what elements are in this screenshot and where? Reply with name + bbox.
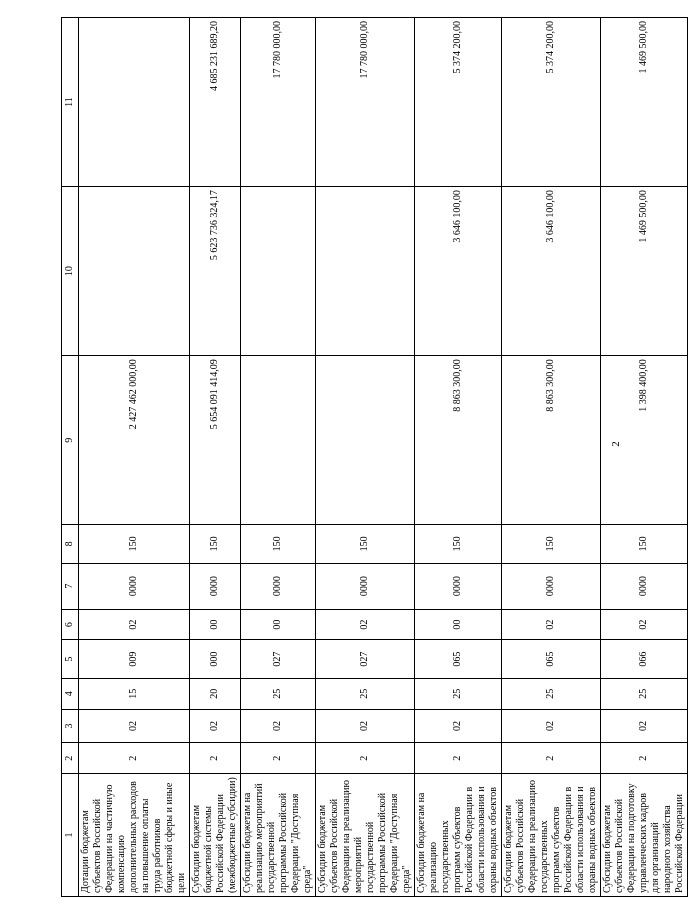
- cell-c3: 02: [601, 709, 688, 743]
- cell-c9: 8 863 300,00: [502, 356, 601, 525]
- cell-c10: 3 646 100,00: [415, 187, 502, 356]
- cell-c7: 0000: [316, 563, 415, 609]
- cell-c5: 066: [601, 640, 688, 678]
- cell-c9: 1 398 400,00: [601, 356, 688, 525]
- cell-c6: 02: [79, 609, 190, 640]
- col-header: 1: [62, 774, 79, 897]
- budget-table: [61, 17, 688, 897]
- cell-c11: 17 780 000,00: [316, 18, 415, 187]
- cell-c7: 0000: [190, 563, 241, 609]
- cell-c7: 0000: [79, 563, 190, 609]
- cell-c2: 2: [502, 743, 601, 774]
- col-header: 10: [62, 187, 79, 356]
- rotated-table-wrapper: [61, 17, 685, 897]
- col-header: 5: [62, 640, 79, 678]
- cell-c10: [241, 187, 316, 356]
- cell-c3: 02: [415, 709, 502, 743]
- cell-c8: 150: [79, 525, 190, 563]
- page-number: 2: [609, 441, 622, 447]
- col-header: 4: [62, 678, 79, 709]
- cell-c3: 02: [190, 709, 241, 743]
- cell-c5: 027: [241, 640, 316, 678]
- col-header: 3: [62, 709, 79, 743]
- cell-c11: 5 374 200,00: [415, 18, 502, 187]
- cell-c11: [79, 18, 190, 187]
- cell-c2: 2: [79, 743, 190, 774]
- header-row: [62, 18, 79, 897]
- cell-c4: 25: [241, 678, 316, 709]
- cell-c7: 0000: [415, 563, 502, 609]
- cell-c7: 0000: [601, 563, 688, 609]
- col-header: 2: [62, 743, 79, 774]
- cell-c9: 5 654 091 414,09: [190, 356, 241, 525]
- cell-c9: [316, 356, 415, 525]
- col-header: 11: [62, 18, 79, 187]
- row-name-cell: Субсидии бюджетам субъектов Российской Федерации на реализацию государственных программ субъектов Российской Федерации в области использования и охраны водных объектов: [502, 774, 601, 897]
- cell-c4: 25: [601, 678, 688, 709]
- cell-c3: 02: [316, 709, 415, 743]
- cell-c3: 02: [502, 709, 601, 743]
- row-name-cell: Субсидии бюджетам на реализацию мероприятий государственной программы Российской Федерации "Доступная среда": [241, 774, 316, 897]
- cell-c7: 0000: [241, 563, 316, 609]
- cell-c5: 009: [79, 640, 190, 678]
- cell-c8: 150: [241, 525, 316, 563]
- row-name-cell: Субсидии бюджетам субъектов Российской Федерации на подготовку управленческих кадров для организаций народного хозяйства Российской Федерации: [601, 774, 688, 897]
- table-row: [241, 18, 316, 897]
- cell-c4: 25: [502, 678, 601, 709]
- col-header: 8: [62, 525, 79, 563]
- cell-c10: 3 646 100,00: [502, 187, 601, 356]
- cell-c11: 5 374 200,00: [502, 18, 601, 187]
- cell-c6: 00: [415, 609, 502, 640]
- cell-c2: 2: [415, 743, 502, 774]
- cell-c2: 2: [190, 743, 241, 774]
- cell-c5: 027: [316, 640, 415, 678]
- row-name-cell: Субсидии бюджетам на реализацию государственных программ субъектов Российской Федерации в области использования и охраны водных объектов: [415, 774, 502, 897]
- cell-c5: 065: [502, 640, 601, 678]
- cell-c11: 1 469 500,00: [601, 18, 688, 187]
- cell-c10: [79, 187, 190, 356]
- cell-c9: 2 427 462 000,00: [79, 356, 190, 525]
- cell-c4: 20: [190, 678, 241, 709]
- cell-c8: 150: [415, 525, 502, 563]
- cell-c6: 00: [241, 609, 316, 640]
- cell-c9: [241, 356, 316, 525]
- cell-c6: 00: [190, 609, 241, 640]
- cell-c3: 02: [241, 709, 316, 743]
- table-row: [316, 18, 415, 897]
- cell-c8: 150: [502, 525, 601, 563]
- row-name-cell: Субсидии бюджетам субъектов Российской Федерации на реализацию мероприятий государственной программы Российской Федерации "Доступная среда": [316, 774, 415, 897]
- table-row: [601, 18, 688, 897]
- cell-c8: 150: [601, 525, 688, 563]
- cell-c10: 5 623 736 324,17: [190, 187, 241, 356]
- cell-c10: [316, 187, 415, 356]
- cell-c2: 2: [241, 743, 316, 774]
- cell-c2: 2: [601, 743, 688, 774]
- col-header: 6: [62, 609, 79, 640]
- row-name-cell: Субсидии бюджетам бюджетной системы Российской Федерации (межбюджетные субсидии): [190, 774, 241, 897]
- table-row: [79, 18, 190, 897]
- cell-c3: 02: [79, 709, 190, 743]
- cell-c11: 17 780 000,00: [241, 18, 316, 187]
- cell-c6: 02: [601, 609, 688, 640]
- cell-c9: 8 863 300,00: [415, 356, 502, 525]
- cell-c7: 0000: [502, 563, 601, 609]
- cell-c8: 150: [190, 525, 241, 563]
- cell-c2: 2: [316, 743, 415, 774]
- cell-c5: 065: [415, 640, 502, 678]
- cell-c5: 000: [190, 640, 241, 678]
- cell-c6: 02: [502, 609, 601, 640]
- cell-c4: 15: [79, 678, 190, 709]
- col-header: 7: [62, 563, 79, 609]
- cell-c10: 1 469 500,00: [601, 187, 688, 356]
- table-row: [190, 18, 241, 897]
- col-header: 9: [62, 356, 79, 525]
- table-row: [415, 18, 502, 897]
- cell-c6: 02: [316, 609, 415, 640]
- row-name-cell: Дотации бюджетам субъектов Российской Федерации на частичную компенсацию дополнительных расходов на повышение оплаты труда работников бюджетной сферы и иные цели: [79, 774, 190, 897]
- cell-c11: 4 685 231 689,20: [190, 18, 241, 187]
- cell-c4: 25: [316, 678, 415, 709]
- cell-c8: 150: [316, 525, 415, 563]
- table-row: [502, 18, 601, 897]
- cell-c4: 25: [415, 678, 502, 709]
